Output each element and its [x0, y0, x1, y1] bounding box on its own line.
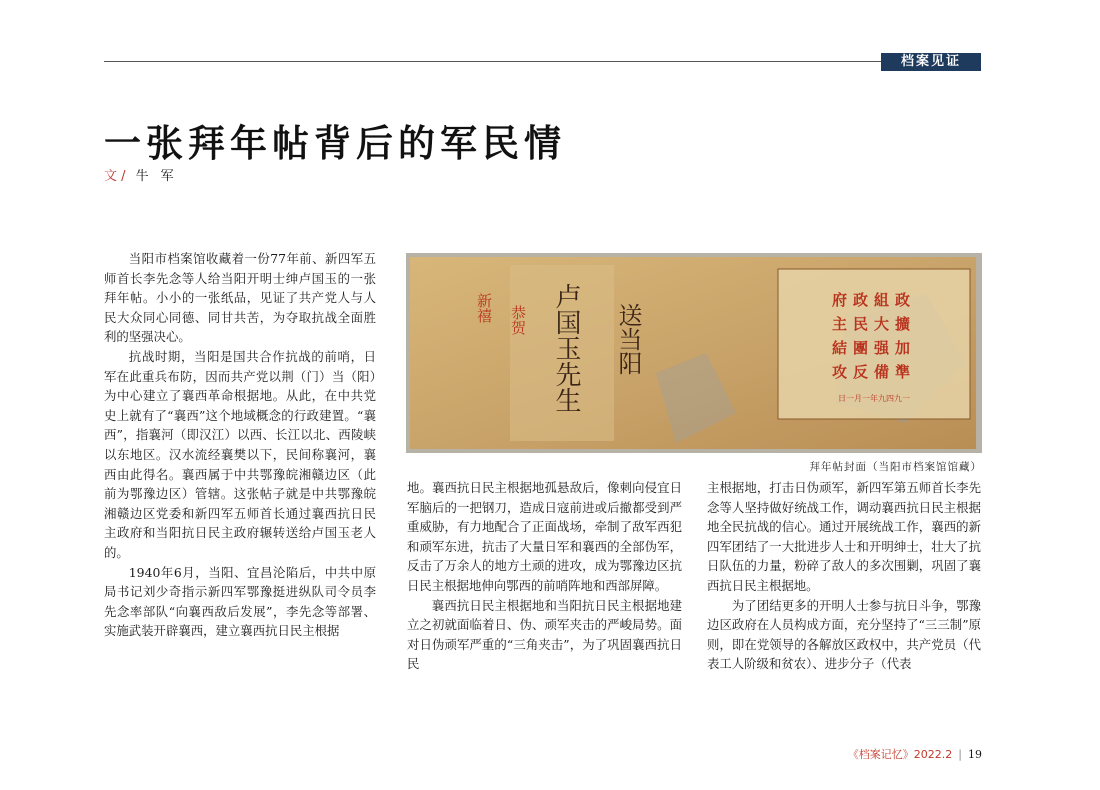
card-red-text-1: 新禧 — [475, 293, 493, 323]
body-column-3 — [707, 478, 981, 674]
byline-label: 文 / — [104, 169, 126, 184]
paragraph: 抗战时期，当阳是国共合作抗战的前哨，日军在此重兵布防，因而共产党以荆（门）当（阳）为中心建立了襄西革命根据地。从此，在中共党史上就有了“襄西”这个地域概念的行政建置。“襄西”，指襄河（即汉江）以西、长江以北、西陵峡以东地区。汉水流经襄樊以下，民间称襄河，襄西由此得名。襄西属于中共鄂豫皖湘赣边区（此前为鄂豫边区）管辖。这张帖子就是中共鄂豫皖湘赣边区党委和新四军五师首长通过襄西抗日民主政府和当阳抗日民主政府辗转送给卢国玉老人的。 — [104, 348, 376, 560]
slogan-row: 結團强加 — [831, 339, 917, 357]
body-column-1 — [104, 249, 376, 641]
paragraph: 当阳市档案馆收藏着一份77年前、新四军五师首长李先念等人给当阳开明士绅卢国玉的一张拜年帖。小小的一张纸品，见证了共产党人与人民大众同心同德、同甘共苦，为夺取抗战全面胜利的坚强决心。 — [104, 251, 376, 345]
card-red-text-2: 恭贺 — [509, 305, 527, 335]
page-footer: 《档案记忆》2022.2 | 19 — [847, 748, 982, 761]
paragraph: 1940年6月，当阳、宜昌沦陷后，中共中原局书记刘少奇指示新四军鄂豫挺进纵队司令员李先念率部队“向襄西敌后发展”，李先念等部署、实施武装开辟襄西，建立襄西抗日民主根据 — [104, 564, 376, 639]
magazine-issue: 《档案记忆》2022.2 — [847, 748, 953, 761]
paragraph: 地。襄西抗日民主根据地孤悬敌后，像刺向侵宜日军脑后的一把钢刀，造成日寇前进或后撤都受到严重威胁，有力地配合了正面战场，牵制了敌军西犯和顽军东进，抗击了大量日军和襄西的全部伪军，反击了万余人的地方土顽的进攻，成为鄂豫边区抗日民主根据地伸向鄂西的前哨阵地和西部屏障。 — [407, 480, 682, 593]
card-date-line: 日一月一年九四九一 — [838, 394, 910, 403]
paragraph: 襄西抗日民主根据地和当阳抗日民主根据地建立之初就面临着日、伪、顽军夹击的严峻局势。面对日伪顽军严重的“三角夹击”，为了巩固襄西抗日民 — [407, 597, 682, 672]
author-name: 牛军 — [135, 169, 186, 184]
photo-caption: 拜年帖封面（当阳市档案馆馆藏） — [809, 461, 982, 473]
new-year-card-photo — [406, 253, 982, 453]
article-title: 一张拜年帖背后的军民情 — [104, 122, 566, 165]
body-column-2 — [407, 478, 682, 674]
card-send-to: 送当阳 — [614, 303, 642, 375]
card-recipient: 卢国玉先生 — [551, 283, 581, 413]
header-rule — [104, 61, 882, 62]
card-image — [406, 253, 982, 453]
paragraph: 为了团结更多的开明人士参与抗日斗争，鄂豫边区政府在人员构成方面，充分坚持了“三三制”原则，即在党领导的各解放区政权中，共产党员（代表工人阶级和贫农）、进步分子（代表 — [707, 597, 981, 672]
slogan-row: 攻反備準 — [831, 363, 917, 381]
section-tag: 档案见证 — [881, 53, 981, 71]
paragraph: 主根据地，打击日伪顽军，新四军第五师首长李先念等人坚持做好统战工作，调动襄西抗日民主根据地全民抗战的信心。通过开展统战工作，襄西的新四军团结了一大批进步人士和开明绅士，壮大了抗日队伍的力量，粉碎了敌人的多次围剿，巩固了襄西抗日民主根据地。 — [707, 480, 981, 593]
byline — [104, 165, 186, 184]
page-number: 19 — [968, 748, 982, 761]
slogan-row: 主民大擴 — [831, 315, 917, 333]
slogan-row: 府政組政 — [831, 291, 917, 309]
